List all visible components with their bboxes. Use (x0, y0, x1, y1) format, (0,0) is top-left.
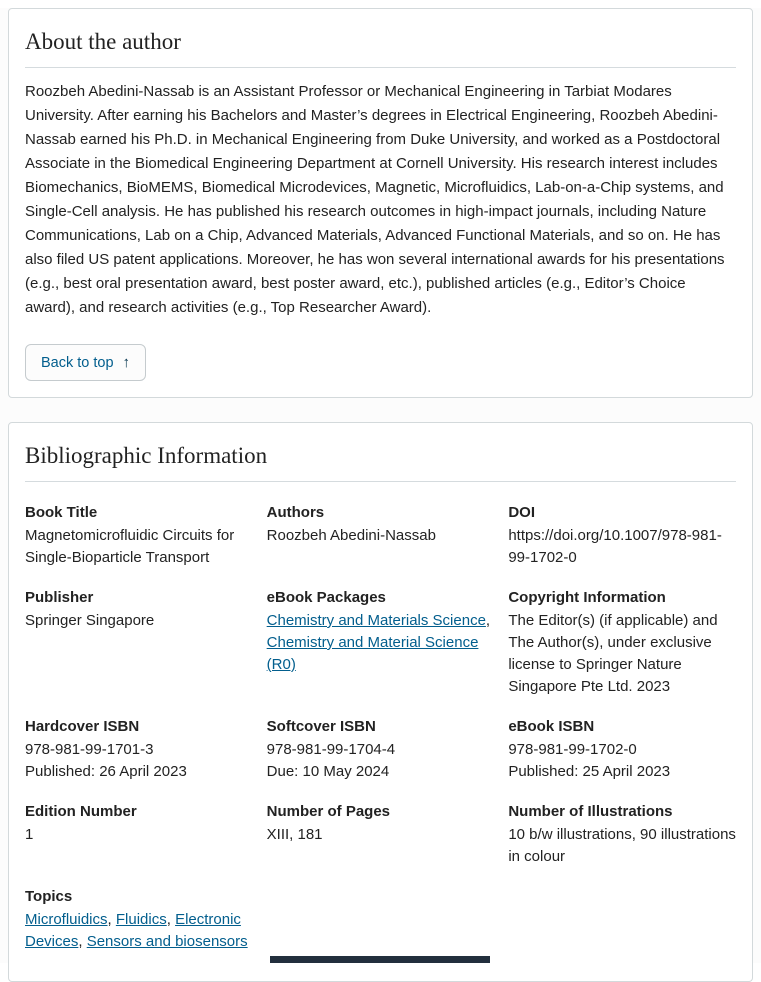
field-value-topics (25, 909, 253, 953)
back-to-top-label: Back to top (41, 354, 114, 371)
link-fluidics[interactable]: Fluidics (115, 911, 167, 928)
field-number-of-illustrations (508, 801, 736, 868)
about-author-title: About the author (25, 29, 181, 54)
bibliographic-information-card (8, 422, 753, 982)
field-label-edition-number: Edition Number (25, 803, 137, 820)
field-ebook-isbn (508, 716, 736, 783)
about-author-paragraph: Roozbeh Abedini-Nassab is an Assistant Professor or Mechanical Engineering in Tarbiat Modares University. After earning his Bachelors and Master’s degrees in Electrical Engineering, Roozbeh Abedini-Nassab earned his Ph.D. in Mechanical Engineering from Duke University, and worked as a Postdoctoral Associate in the Biomedical Engineering Department at Cornell University. His research interest includes Biomechanics, BioMEMS, Biomedical Microdevices, Magnetic, Microfluidics, Lab-on-a-Chip systems, and Single-Cell analysis. He has published his research outcomes in high-impact journals, including Nature Communications, Lab on a Chip, Advanced Materials, Advanced Functional Materials, and so on. He has also filed US patent applications. Moreover, he has won several international awards for his presentations (e.g., best oral presentation award, best poster award, etc.), published articles (e.g., Editor’s Choice award), and research activities (e.g., Top Researcher Award). (25, 83, 725, 316)
page (0, 8, 761, 963)
field-label-ebook-packages: eBook Packages (266, 589, 386, 606)
field-label-topics: Topics (25, 888, 73, 905)
field-copyright-information (508, 587, 736, 698)
link-chemistry-and-material-science-r0[interactable]: Chemistry and Material Science (R0) (266, 634, 479, 673)
bibliographic-information-title: Bibliographic Information (25, 443, 268, 468)
field-value-ebook-packages (267, 610, 495, 676)
section-divider (25, 481, 736, 482)
field-text: Magnetomicrofluidic Circuits for Single-Bioparticle Transport (25, 527, 235, 566)
field-text: 10 b/w illustrations, 90 illustrations in colour (508, 826, 736, 865)
field-label-doi: DOI (508, 504, 535, 521)
field-text: 978-981-99-1701-3 (25, 741, 154, 758)
field-edition-number (25, 801, 253, 868)
field-value-authors (267, 525, 495, 547)
field-text: Published: 26 April 2023 (25, 763, 187, 780)
field-authors (267, 502, 495, 569)
field-text: 978-981-99-1702-0 (508, 741, 637, 758)
field-label-hardcover-isbn: Hardcover ISBN (25, 718, 140, 735)
field-text: Published: 25 April 2023 (508, 763, 671, 780)
field-value-number-of-pages (267, 824, 495, 846)
field-value-book-title (25, 525, 253, 569)
field-text: Roozbeh Abedini-Nassab (266, 527, 436, 544)
field-value-edition-number (25, 824, 253, 846)
field-text: , (485, 612, 491, 629)
field-text: , (107, 911, 116, 928)
field-text: XIII, 181 (266, 826, 323, 843)
field-label-ebook-isbn: eBook ISBN (508, 718, 595, 735)
about-author-card (8, 8, 753, 398)
field-label-authors: Authors (266, 504, 325, 521)
field-ebook-packages (267, 587, 495, 698)
bibliographic-grid (25, 494, 736, 953)
back-to-top-button[interactable] (25, 344, 146, 381)
field-label-copyright-information: Copyright Information (508, 589, 666, 606)
field-text: , (78, 933, 87, 950)
field-label-softcover-isbn: Softcover ISBN (266, 718, 376, 735)
field-value-number-of-illustrations (508, 824, 736, 868)
field-number-of-pages (267, 801, 495, 868)
link-chemistry-and-materials-science[interactable]: Chemistry and Materials Science (266, 612, 486, 629)
field-topics (25, 886, 253, 953)
field-book-title (25, 502, 253, 569)
field-label-book-title: Book Title (25, 504, 98, 521)
field-value-ebook-isbn (508, 739, 736, 783)
field-softcover-isbn (267, 716, 495, 783)
field-text: https://doi.org/10.1007/978-981-99-1702-0 (508, 527, 722, 566)
field-value-copyright-information (508, 610, 736, 698)
field-label-number-of-pages: Number of Pages (266, 803, 391, 820)
section-divider (25, 67, 736, 68)
arrow-up-icon: ↑ (122, 354, 131, 371)
field-value-hardcover-isbn (25, 739, 253, 783)
field-text: The Editor(s) (if applicable) and The Author(s), under exclusive license to Springer Nature Singapore Pte Ltd. 2023 (508, 612, 718, 695)
field-publisher (25, 587, 253, 698)
link-microfluidics[interactable]: Microfluidics (25, 911, 108, 928)
field-text: , (166, 911, 176, 928)
field-doi (508, 502, 736, 569)
field-value-doi (508, 525, 736, 569)
field-label-number-of-illustrations: Number of Illustrations (508, 803, 673, 820)
field-label-publisher: Publisher (25, 589, 94, 606)
link-sensors-and-biosensors[interactable]: Sensors and biosensors (86, 933, 248, 950)
field-text: 1 (25, 826, 34, 843)
field-text: 978-981-99-1704-4 (266, 741, 396, 758)
field-value-publisher (25, 610, 253, 632)
footer-bar (270, 956, 490, 963)
link-electronic-devices[interactable]: Electronic Devices (25, 911, 241, 950)
field-text: Springer Singapore (25, 612, 155, 629)
field-hardcover-isbn (25, 716, 253, 783)
field-value-softcover-isbn (267, 739, 495, 783)
field-text: Due: 10 May 2024 (266, 763, 390, 780)
